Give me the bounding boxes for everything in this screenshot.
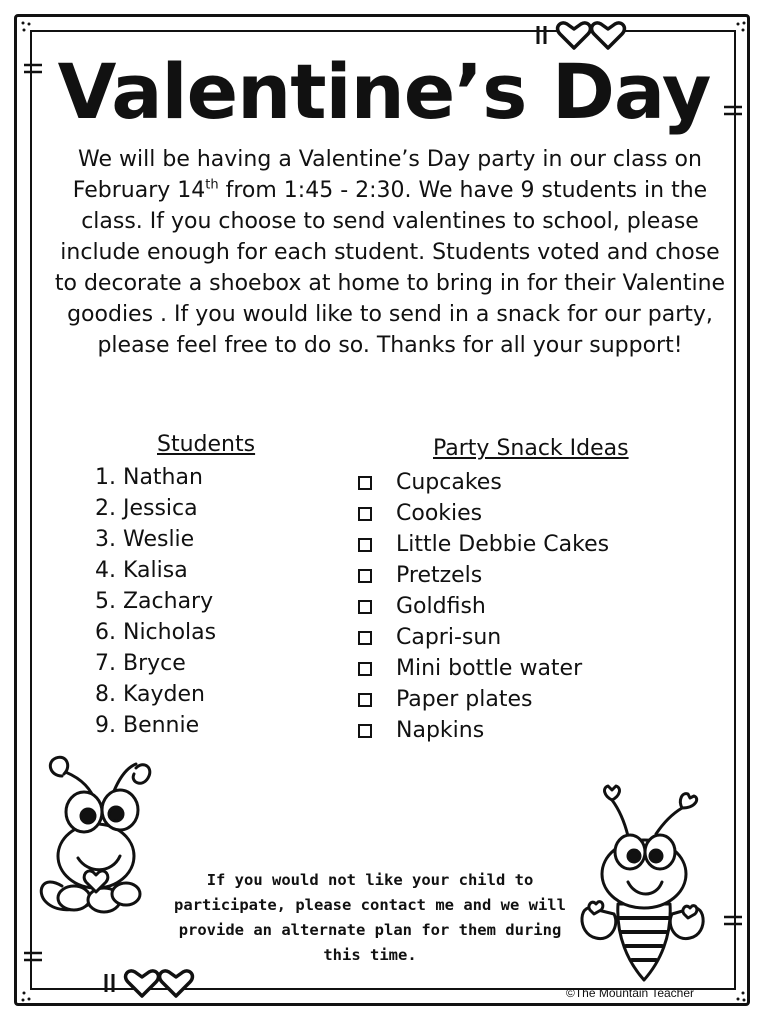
snack-label: Capri-sun — [396, 625, 502, 650]
corner-dots-icon — [20, 984, 40, 1004]
snack-label: Napkins — [396, 718, 485, 743]
corner-dots-icon — [728, 984, 748, 1004]
corner-dots-icon — [728, 20, 748, 40]
snack-label: Goldfish — [396, 594, 486, 619]
student-item: 5. Zachary — [95, 589, 214, 614]
student-item: 3. Weslie — [95, 527, 195, 552]
love-bug-icon — [32, 746, 162, 926]
student-item: 2. Jessica — [95, 496, 198, 521]
snack-label: Little Debbie Cakes — [396, 532, 610, 557]
student-item: 9. Bennie — [95, 713, 200, 738]
border-tick-icon — [24, 950, 44, 964]
snack-item — [358, 684, 609, 715]
bee-icon — [574, 786, 714, 982]
snack-item — [358, 467, 609, 498]
checkbox-icon[interactable] — [358, 600, 372, 614]
snack-label: Cupcakes — [396, 470, 502, 495]
snack-item — [358, 715, 609, 746]
intro-text-end: from 1:45 - 2:30. We have 9 students in the class. If you choose to send valentines to school, please include enough for each student. Students voted and chose to decorate a shoebox at home to bring in for their Valentine goodies . If you would like to send in a snack for our party, please feel free to do so. Thanks for all your support! — [54, 178, 726, 358]
snack-item — [358, 498, 609, 529]
hearts-bottom-icon — [102, 966, 196, 1000]
students-heading: Students — [157, 432, 256, 457]
checkbox-icon[interactable] — [358, 476, 372, 490]
corner-dots-icon — [20, 20, 40, 40]
snack-item — [358, 560, 609, 591]
snack-item — [358, 529, 609, 560]
student-item: 7. Bryce — [95, 651, 186, 676]
snack-item — [358, 622, 609, 653]
page-title: Valentine’s Day — [57, 47, 711, 136]
student-item: 1. Nathan — [95, 465, 203, 490]
snacks-heading: Party Snack Ideas — [433, 436, 629, 461]
date-superscript: th — [205, 177, 219, 193]
checkbox-icon[interactable] — [358, 507, 372, 521]
checkbox-icon[interactable] — [358, 569, 372, 583]
snack-label: Pretzels — [396, 563, 483, 588]
opt-out-note: If you would not like your child to participate, please contact me and we will provide an alternate plan for them during this time. — [174, 871, 566, 964]
intro-text-start: We will be having a Valentine’s Day party in our class on February 14 — [72, 147, 702, 203]
students-list — [95, 462, 216, 741]
snack-item — [358, 653, 609, 684]
snack-item — [358, 591, 609, 622]
checkbox-icon[interactable] — [358, 538, 372, 552]
student-item: 4. Kalisa — [95, 558, 188, 583]
copyright-text: ©The Mountain Teacher — [566, 986, 695, 1000]
snack-label: Paper plates — [396, 687, 533, 712]
snack-label: Mini bottle water — [396, 656, 583, 681]
student-item: 8. Kayden — [95, 682, 205, 707]
checkbox-icon[interactable] — [358, 631, 372, 645]
checkbox-icon[interactable] — [358, 693, 372, 707]
border-tick-icon — [724, 914, 744, 928]
intro-paragraph — [50, 144, 730, 361]
student-item: 6. Nicholas — [95, 620, 217, 645]
snacks-list — [358, 467, 609, 746]
checkbox-icon[interactable] — [358, 724, 372, 738]
checkbox-icon[interactable] — [358, 662, 372, 676]
snack-label: Cookies — [396, 501, 483, 526]
